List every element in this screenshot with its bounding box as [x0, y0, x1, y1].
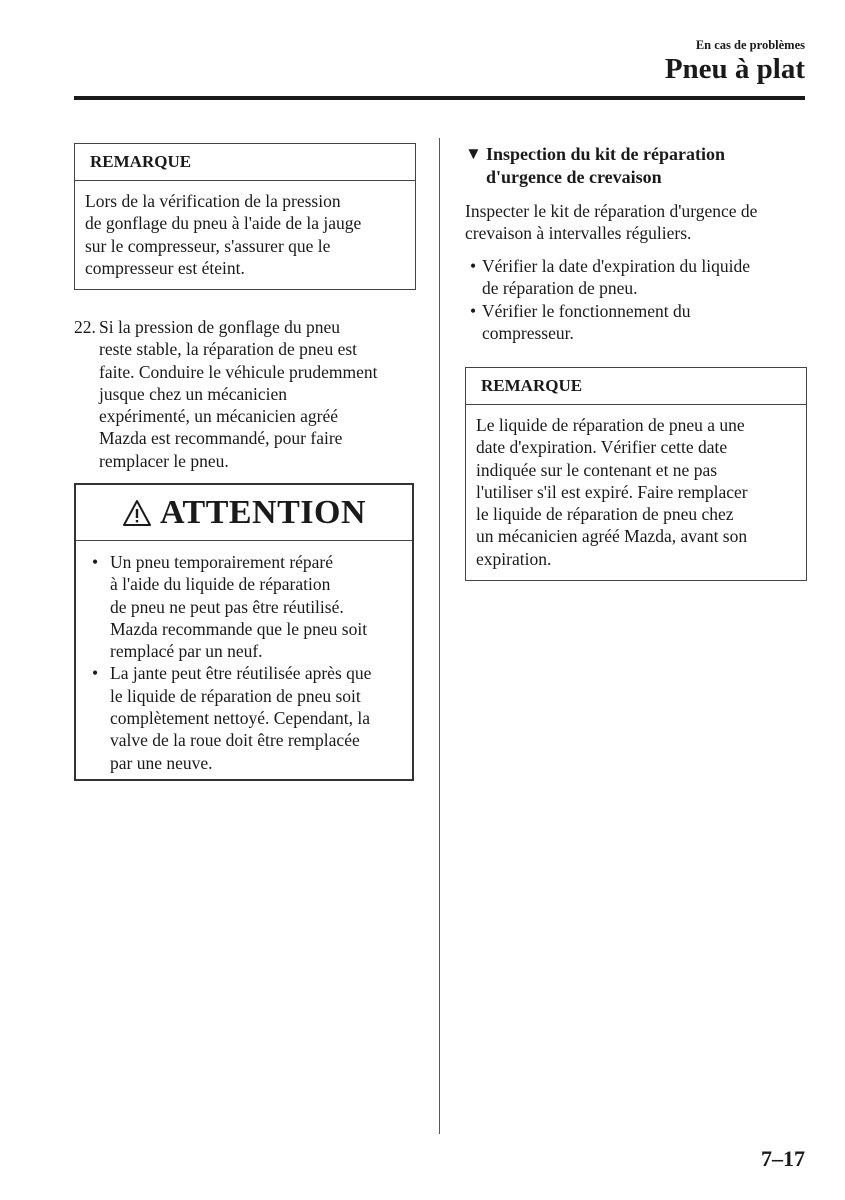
section-title: [465, 143, 810, 188]
bullet: •: [92, 552, 99, 572]
note-line: le liquide de réparation de pneu chez: [476, 504, 734, 525]
attention-line: Mazda recommande que le pneu soit: [110, 618, 368, 639]
step-line: faite. Conduire le véhicule prudemment: [99, 361, 378, 382]
bullet: •: [470, 300, 477, 321]
check-item: [470, 300, 810, 345]
check-item-text: [482, 255, 750, 300]
attention-item: [92, 662, 402, 773]
note-box-expiration: [465, 367, 807, 581]
note-line: l'utiliser s'il est expiré. Faire remplacer: [476, 481, 748, 502]
attention-line: valve de la roue doit être remplacée: [110, 730, 360, 751]
step-line: Mazda est recommandé, pour faire: [99, 428, 343, 449]
column-divider: [439, 138, 440, 1134]
attention-line: remplacé par un neuf.: [110, 641, 263, 662]
attention-title: ATTENTION: [159, 493, 367, 531]
step-number: 22.: [74, 317, 96, 337]
attention-line: par une neuve.: [110, 752, 213, 773]
attention-item: [92, 551, 402, 662]
note-heading: REMARQUE: [466, 368, 806, 405]
attention-line: le liquide de réparation de pneu soit: [110, 685, 361, 706]
header-section-label: En cas de problèmes: [695, 38, 805, 52]
note-line: sur le compresseur, s'assurer que le: [85, 235, 331, 256]
warning-triangle-icon: [122, 498, 152, 528]
attention-line: La jante peut être réutilisée après que: [110, 663, 372, 684]
check-line: Vérifier la date d'expiration du liquide: [482, 256, 750, 276]
check-line: compresseur.: [482, 322, 574, 343]
note-heading: REMARQUE: [75, 144, 415, 181]
note-line: Lors de la vérification de la pression: [85, 191, 341, 211]
section-title-text: [486, 143, 725, 188]
note-box-pressure: [74, 143, 416, 290]
step-line: reste stable, la réparation de pneu est: [99, 339, 358, 360]
step-line: jusque chez un mécanicien: [99, 383, 288, 404]
step-line: Si la pression de gonflage du pneu: [99, 317, 341, 337]
note-line: un mécanicien agréé Mazda, avant son: [476, 526, 748, 547]
note-line: de gonflage du pneu à l'aide de la jauge: [85, 213, 362, 234]
attention-header: [76, 485, 412, 541]
attention-line: Un pneu temporairement réparé: [110, 552, 334, 572]
page-number: 7–17: [761, 1146, 805, 1171]
check-item-text: [482, 300, 690, 345]
bullet: •: [92, 663, 99, 684]
intro-line: crevaison à intervalles réguliers.: [465, 223, 692, 244]
check-line: de réparation de pneu.: [482, 278, 638, 299]
attention-line: à l'aide du liquide de réparation: [110, 574, 331, 595]
attention-box: [74, 483, 414, 781]
note-line: expiration.: [476, 548, 552, 569]
intro-line: Inspecter le kit de réparation d'urgence de: [465, 201, 758, 221]
attention-item-text: [110, 662, 371, 773]
check-list: [470, 255, 810, 344]
note-body: [466, 405, 806, 580]
bullet: •: [470, 256, 477, 276]
attention-item-text: [110, 551, 367, 662]
section-title-line: Inspection du kit de réparation: [486, 144, 726, 164]
step-line: remplacer le pneu.: [99, 450, 229, 471]
attention-line: complètement nettoyé. Cependant, la: [110, 708, 370, 729]
attention-line: de pneu ne peut pas être réutilisé.: [110, 596, 344, 617]
page-title: Pneu à plat: [664, 53, 805, 85]
check-line: Vérifier le fonctionnement du: [482, 300, 691, 321]
step-22: [74, 316, 419, 472]
attention-list: [76, 541, 412, 774]
section-intro: [465, 200, 810, 245]
note-body: [75, 181, 415, 289]
note-line: compresseur est éteint.: [85, 257, 245, 278]
down-triangle-icon: ▼: [465, 144, 482, 163]
section-title-line: d'urgence de crevaison: [486, 166, 662, 187]
header-rule: [74, 96, 805, 100]
step-text: [99, 316, 419, 472]
note-line: date d'expiration. Vérifier cette date: [476, 437, 728, 458]
note-line: indiquée sur le contenant et ne pas: [476, 459, 718, 480]
note-line: Le liquide de réparation de pneu a une: [476, 415, 745, 435]
step-line: expérimenté, un mécanicien agréé: [99, 406, 339, 427]
check-item: [470, 255, 810, 300]
